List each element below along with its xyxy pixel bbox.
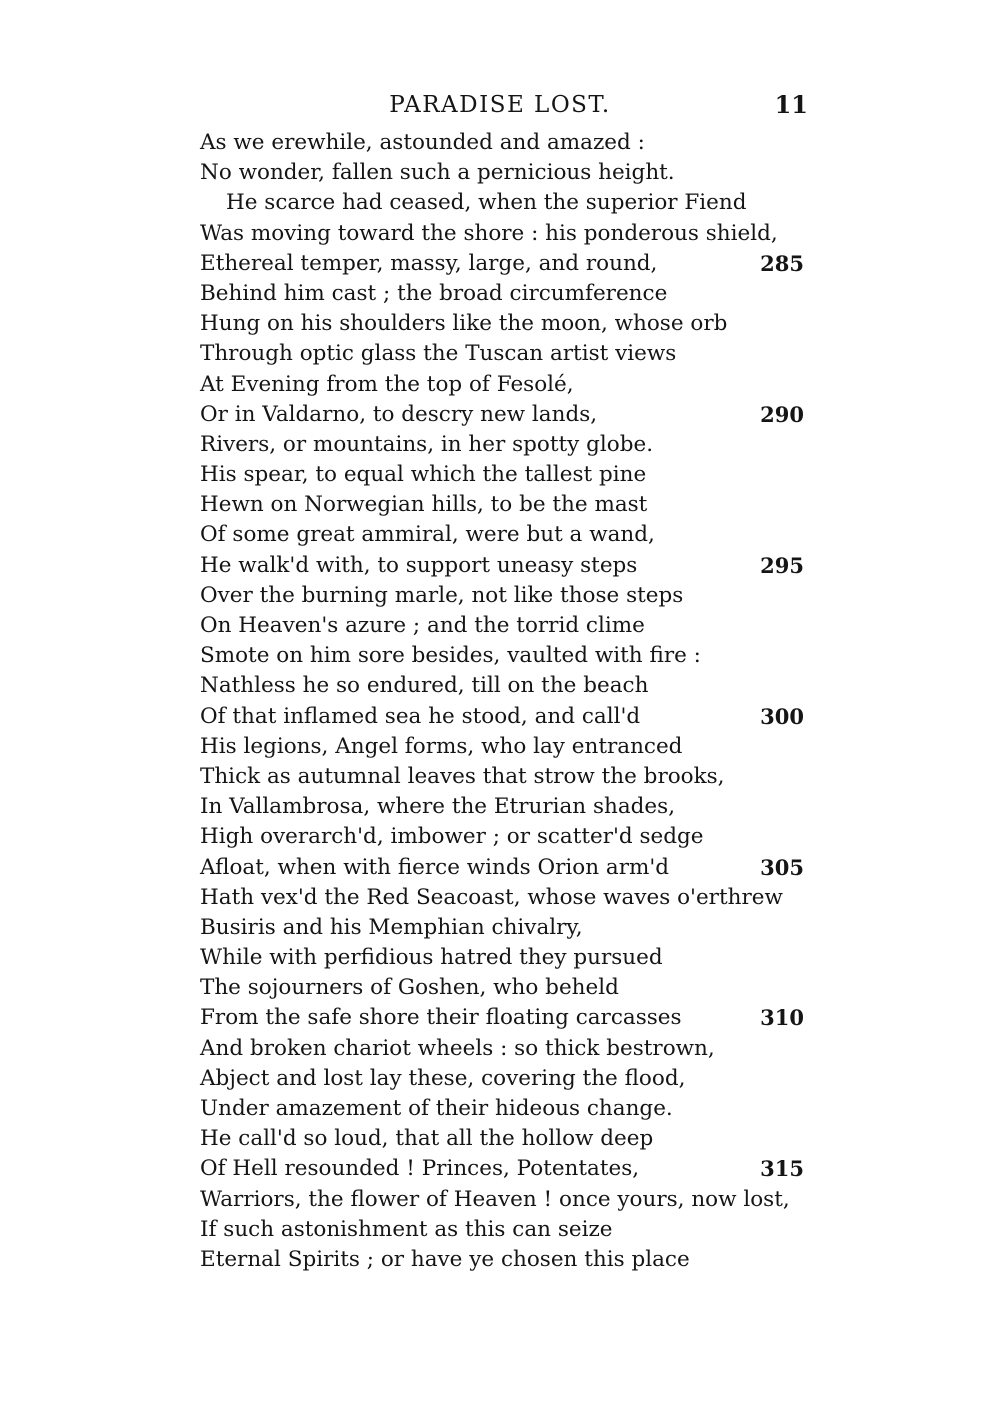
verse-line (200, 1094, 810, 1124)
verse-text: And broken chariot wheels : so thick bestrown, (200, 1035, 715, 1061)
verse-line (200, 188, 810, 218)
verse-line (200, 249, 810, 279)
verse-text: As we erewhile, astounded and amazed : (200, 130, 645, 155)
verse-line (200, 279, 810, 309)
verse-line (200, 641, 810, 671)
verse-line (200, 551, 810, 581)
verse-line (200, 792, 810, 822)
verse-line (200, 581, 810, 611)
verse-text: Abject and lost lay these, covering the flood, (200, 1065, 686, 1091)
verse-text: Nathless he so endured, till on the beach (200, 673, 649, 699)
line-number: 300 (760, 703, 804, 729)
verse-line (200, 702, 810, 732)
verse-line (200, 762, 810, 792)
verse-text: Over the burning marle, not like those steps (200, 582, 684, 608)
line-number: 305 (760, 854, 804, 880)
verse-text: His spear, to equal which the tallest pine (200, 462, 647, 488)
verse-text: Through optic glass the Tuscan artist views (200, 341, 677, 367)
verse-line (200, 943, 810, 973)
page-number: 11 (774, 90, 808, 119)
verse-text: Thick as autumnal leaves that strow the brooks, (200, 763, 725, 789)
verse-text: Was moving toward the shore : his ponderous shield, (200, 220, 778, 246)
line-number: 285 (760, 250, 804, 276)
verse-text: Smote on him sore besides, vaulted with fire : (200, 643, 701, 669)
verse-text: Of that inflamed sea he stood, and call'd (200, 703, 641, 729)
verse-text: Behind him cast ; the broad circumference (200, 280, 668, 306)
verse-line (200, 1154, 810, 1184)
running-title: PARADISE LOST. (389, 92, 611, 118)
verse-line (200, 1034, 810, 1064)
verse-text: From the safe shore their floating carcasses (200, 1005, 682, 1031)
verse-line (200, 1124, 810, 1154)
verse-line (200, 309, 810, 339)
verse-text: Afloat, when with fierce winds Orion arm'd (200, 854, 670, 880)
verse-text: In Vallambrosa, where the Etrurian shades, (200, 794, 676, 820)
verse-line (200, 1215, 810, 1245)
verse-line (200, 1245, 810, 1275)
verse-text: Ethereal temper, massy, large, and round, (200, 250, 658, 276)
verse-line (200, 611, 810, 641)
verse-text: Busiris and his Memphian chivalry, (200, 914, 583, 940)
verse-line (200, 883, 810, 913)
verse-text: Or in Valdarno, to descry new lands, (200, 401, 598, 427)
verse-text: Of some great ammiral, were but a wand, (200, 522, 655, 548)
verse-line (200, 1003, 810, 1033)
poem-text (200, 128, 810, 1275)
verse-text: Warriors, the flower of Heaven ! once yours, now lost, (200, 1186, 790, 1212)
verse-line (200, 128, 810, 158)
verse-line (200, 1185, 810, 1215)
running-head (200, 90, 810, 124)
verse-text: Of Hell resounded ! Princes, Potentates, (200, 1156, 640, 1182)
verse-line (200, 430, 810, 460)
verse-text: Eternal Spirits ; or have ye chosen this place (200, 1246, 690, 1272)
verse-line (200, 822, 810, 852)
verse-line (200, 853, 810, 883)
line-number: 315 (760, 1156, 804, 1182)
line-number: 295 (760, 552, 804, 578)
verse-text: Rivers, or mountains, in her spotty globe. (200, 431, 654, 457)
verse-line (200, 913, 810, 943)
verse-line (200, 973, 810, 1003)
verse-line (200, 158, 810, 188)
verse-text: On Heaven's azure ; and the torrid clime (200, 613, 645, 638)
verse-text: High overarch'd, imbower ; or scatter'd sedge (200, 824, 704, 850)
verse-line (200, 671, 810, 701)
verse-line (200, 460, 810, 490)
verse-line (200, 339, 810, 369)
verse-text: While with perfidious hatred they pursued (200, 945, 663, 971)
verse-line (200, 732, 810, 762)
verse-text: His legions, Angel forms, who lay entranced (200, 733, 683, 759)
verse-text: No wonder, fallen such a pernicious height. (200, 160, 675, 186)
verse-line (200, 400, 810, 430)
verse-text: He call'd so loud, that all the hollow deep (200, 1126, 654, 1152)
verse-line (200, 219, 810, 249)
line-number: 290 (760, 401, 804, 427)
verse-text: Under amazement of their hideous change. (200, 1096, 673, 1121)
verse-text: If such astonishment as this can seize (200, 1216, 613, 1242)
verse-text: At Evening from the top of Fesolé, (200, 371, 574, 397)
verse-text: Hung on his shoulders like the moon, whose orb (200, 311, 728, 337)
verse-text: Hath vex'd the Red Seacoast, whose waves o'erthrew (200, 884, 783, 910)
line-number: 310 (760, 1005, 804, 1031)
verse-text: He scarce had ceased, when the superior Fiend (226, 190, 747, 216)
verse-line (200, 370, 810, 400)
verse-text: The sojourners of Goshen, who beheld (200, 975, 619, 1001)
verse-line (200, 520, 810, 550)
verse-text: He walk'd with, to support uneasy steps (200, 552, 638, 578)
verse-text: Hewn on Norwegian hills, to be the mast (200, 492, 648, 518)
verse-line (200, 490, 810, 520)
verse-line (200, 1064, 810, 1094)
